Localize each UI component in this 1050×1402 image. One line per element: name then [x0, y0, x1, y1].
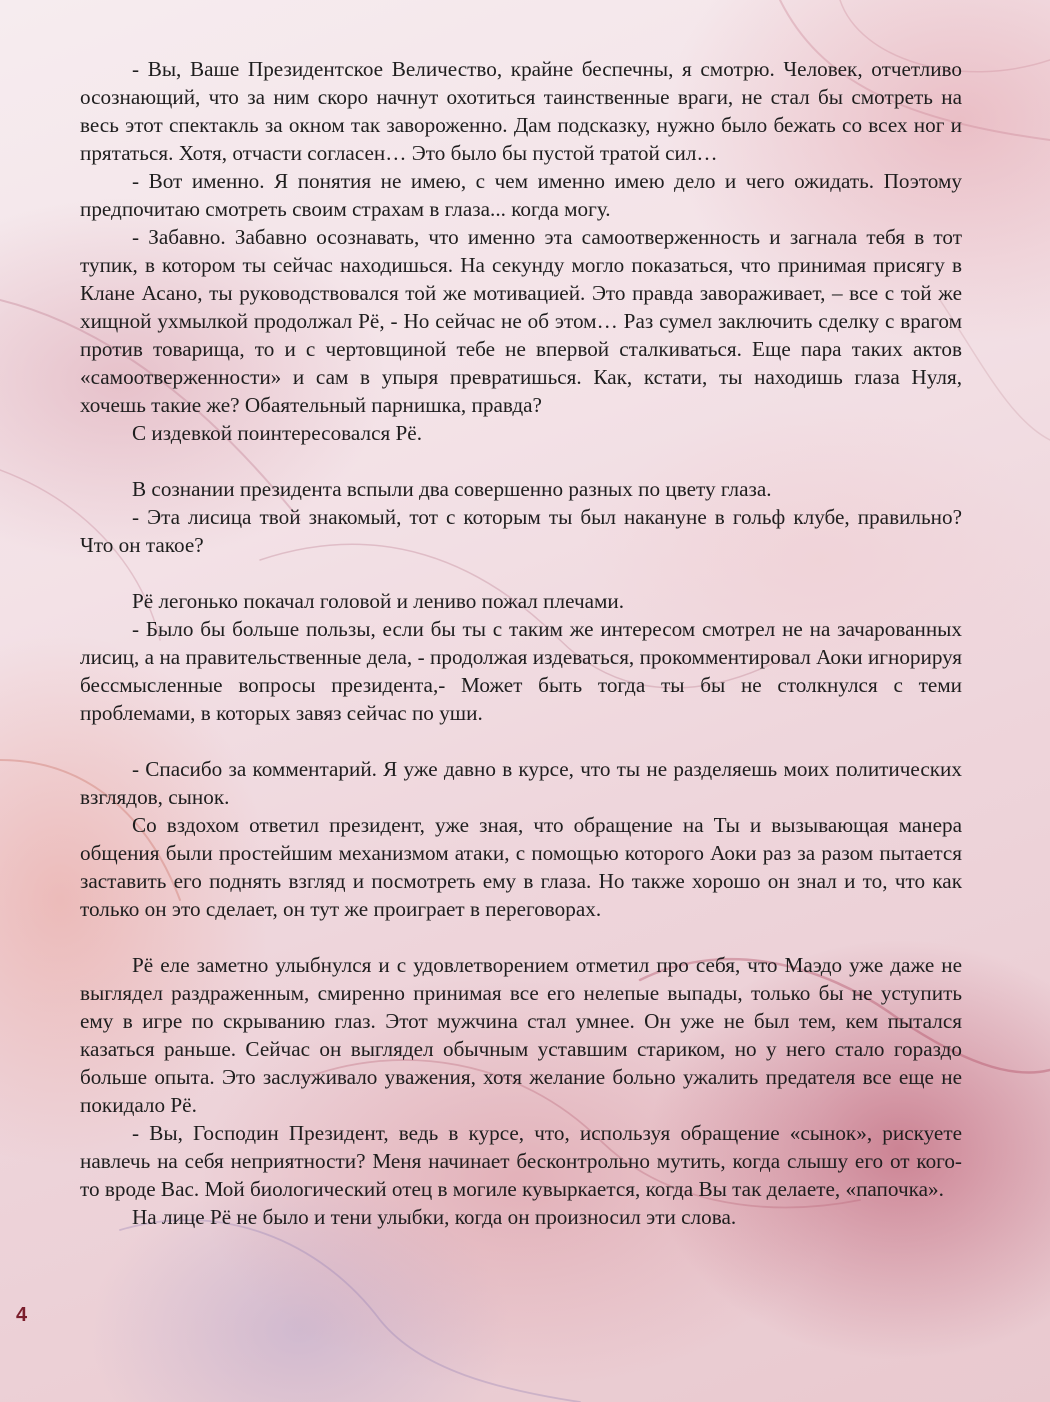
paragraph: Со вздохом ответил президент, уже зная, что обращение на Ты и вызывающая манера общения были простейшим механизмом атаки, с помощью которого Аоки раз за разом пытается заставить его поднять взгляд и посмотреть ему в глаза. Но также хорошо он знал и то, что как только он это сделает, он тут же проиграет в переговорах. — [80, 813, 962, 921]
paragraph-spacer — [80, 727, 962, 755]
paragraph: Рё легонько покачал головой и лениво пожал плечами. — [132, 589, 625, 613]
paragraph-spacer — [80, 447, 962, 475]
paragraph: - Эта лисица твой знакомый, тот с которым ты был накануне в гольф клубе, правильно? Что он такое? — [80, 505, 962, 557]
paragraph: - Вы, Ваше Президентское Величество, крайне беспечны, я смотрю. Человек, отчетливо осознающий, что за ним скоро начнут охотиться таинственные враги, не стал бы смотреть на весь этот спектакль за окном так завороженно. Дам подсказку, нужно было бежать со всех ног и прятаться. Хотя, отчасти согласен… Это было бы пустой тратой сил… — [80, 57, 962, 165]
paragraph: - Вы, Господин Президент, ведь в курсе, что, используя обращение «сынок», рискуете навлечь на себя неприятности? Меня начинает бесконтрольно мутить, когда слышу его от кого-то вроде Вас. Мой биологический отец в могиле кувыркается, когда Вы так делаете, «папочка». — [80, 1121, 962, 1201]
paragraph: Рё еле заметно улыбнулся и с удовлетворением отметил про себя, что Маэдо уже даже не выглядел раздраженным, смиренно принимая все его нелепые выпады, только бы не уступить ему в игре по скрыванию глаз. Этот мужчина стал умнее. Он уже не был тем, кем пытался казаться раньше. Сейчас он выглядел обычным уставшим стариком, но у него стало гораздо больше опыта. Это заслуживало уважения, хотя желание больно ужалить предателя все еще не покидало Рё. — [80, 953, 962, 1117]
paragraph: - Забавно. Забавно осознавать, что именно эта самоотверженность и загнала тебя в тот тупик, в котором ты сейчас находишься. На секунду могло показаться, что принимая присягу в Клане Асано, ты руководствовался той же мотивацией. Это правда завораживает, – все с той же хищной ухмылкой продолжал Рё, - Но сейчас не об этом… Раз сумел заключить сделку с врагом против товарища, то и с чертовщиной тебе не впервой сталкиваться. Еще пара таких актов «самоотверженности» и сам в упыря превратишься. Как, кстати, ты находишь глаза Нуля, хочешь такие же? Обаятельный парнишка, правда? — [80, 225, 962, 417]
paragraph: На лице Рё не было и тени улыбки, когда он произносил эти слова. — [132, 1205, 737, 1229]
paragraph: - Было бы больше пользы, если бы ты с таким же интересом смотрел не на зачарованных лисиц, а на правительственные дела, - продолжая издеваться, прокомментировал Аоки игнорируя бессмысленные вопросы президента,- Может быть тогда ты бы не столкнулся с теми проблемами, в которых завяз сейчас по уши. — [80, 617, 962, 725]
paragraph-spacer — [80, 559, 962, 587]
document-body — [80, 55, 962, 1231]
page-number: 4 — [16, 1304, 28, 1326]
paragraph: С издевкой поинтересовался Рё. — [132, 421, 423, 445]
paragraph: - Спасибо за комментарий. Я уже давно в курсе, что ты не разделяешь моих политических взглядов, сынок. — [80, 757, 962, 809]
paragraph-spacer — [80, 923, 962, 951]
paragraph: - Вот именно. Я понятия не имею, с чем именно имею дело и чего ожидать. Поэтому предпочитаю смотреть своим страхам в глаза... когда могу. — [80, 169, 962, 221]
paragraph: В сознании президента вспыли два совершенно разных по цвету глаза. — [132, 477, 772, 501]
